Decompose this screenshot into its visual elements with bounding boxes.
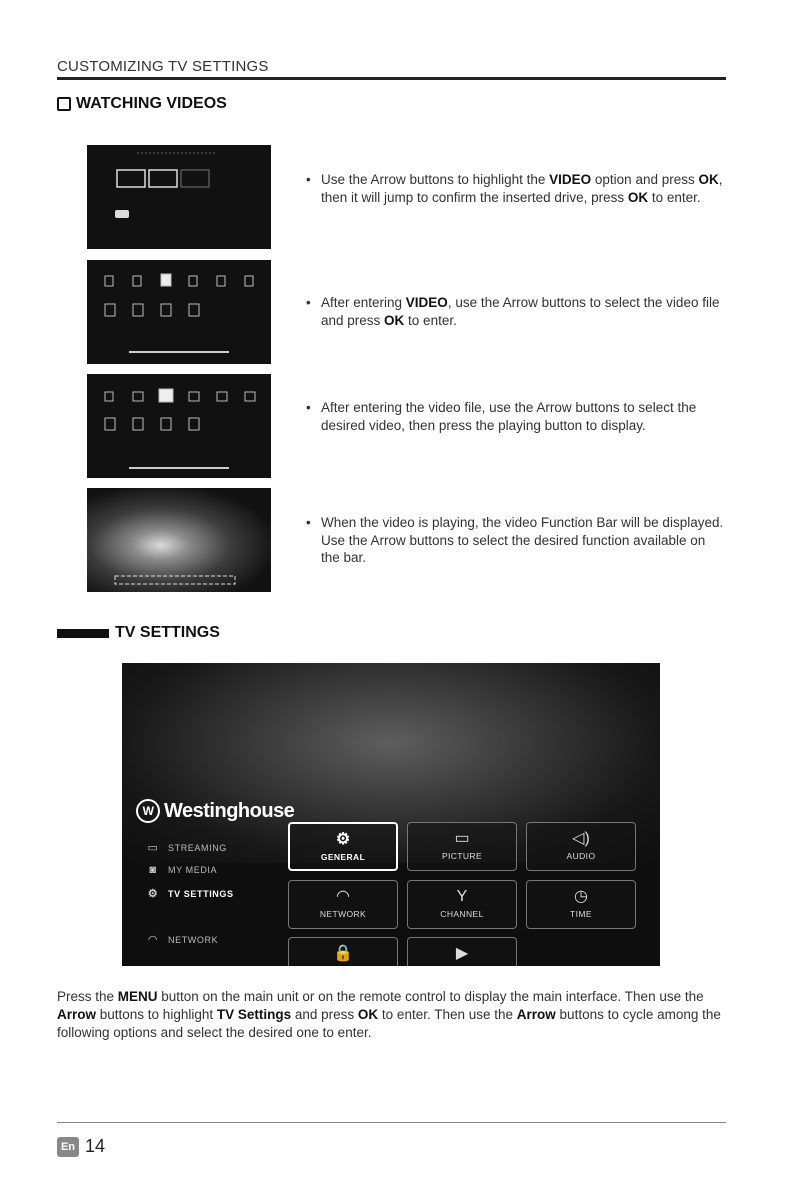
bullet-step-1: • Use the Arrow buttons to highlight the VIDEO option and press OK, then it will jump to confirm the inserted drive, press OK to enter.	[306, 171, 726, 206]
bullet-step-2: • After entering VIDEO, use the Arrow buttons to select the video file and press OK to enter.	[306, 294, 726, 329]
nav-item-streaming[interactable]: ▭ STREAMING	[147, 842, 227, 854]
wifi-icon: ◠	[147, 934, 159, 946]
drive-select-screen	[87, 145, 271, 249]
nav-item-my-media[interactable]: ◙ MY MEDIA	[146, 864, 217, 876]
page-number: 14	[85, 1136, 106, 1156]
section-heading-watching-videos	[57, 95, 227, 113]
tile-general[interactable]: ⚙ GENERAL	[288, 822, 398, 871]
tv-settings-screenshot	[122, 663, 660, 966]
camera-icon: ◙	[149, 864, 157, 876]
tile-channel[interactable]: Y CHANNEL	[407, 880, 517, 929]
brand-name: Westinghouse	[164, 799, 295, 822]
step2-screenshot	[87, 260, 271, 364]
clock-icon: ◷	[574, 888, 588, 905]
tile-picture[interactable]: ▭ PICTURE	[407, 822, 517, 871]
wifi-icon: ◠	[336, 888, 350, 905]
section-title: WATCHING VIDEOS	[76, 95, 227, 112]
language-badge: En	[57, 1137, 79, 1157]
nav-item-tv-settings[interactable]: ⚙ TV SETTINGS	[147, 888, 234, 900]
function-bar	[87, 488, 271, 592]
tv-icon: ▭	[147, 842, 159, 854]
play-icon: ▶	[455, 945, 469, 962]
section-bar-icon	[57, 629, 109, 638]
nav-item-network[interactable]: ◠ NETWORK	[147, 934, 219, 946]
video-browser-screen	[87, 374, 271, 478]
tile-audio[interactable]: ◁) AUDIO	[526, 822, 636, 871]
gear-icon: ⚙	[335, 831, 351, 848]
bullet-step-3: • After entering the video file, use the Arrow buttons to select the desired video, then press the playing button to display.	[306, 399, 726, 434]
step3-screenshot	[87, 374, 271, 478]
tv-settings-instructions: Press the MENU button on the main unit or on the remote control to display the main interface. Then use the Arrow buttons to highlight TV Settings and press OK to enter. Then use the Arrow buttons to cycle among the following options and select the desired one to enter.	[57, 989, 721, 1040]
tile-play[interactable]	[407, 937, 517, 966]
tile-time[interactable]: ◷ TIME	[526, 880, 636, 929]
page-header-title: CUSTOMIZING TV SETTINGS	[57, 58, 269, 75]
bullet-step-4: • When the video is playing, the video Function Bar will be displayed. Use the Arrow buttons to select the desired function available on the bar.	[306, 514, 726, 567]
tile-network[interactable]: ◠ NETWORK	[288, 880, 398, 929]
step1-screenshot	[87, 145, 271, 249]
monitor-icon: ▭	[454, 830, 470, 847]
lock-icon: 🔒	[333, 945, 353, 962]
antenna-icon: Y	[456, 888, 468, 905]
westinghouse-logo	[136, 799, 294, 823]
speaker-icon: ◁)	[572, 830, 590, 847]
tile-lock[interactable]	[288, 937, 398, 966]
westinghouse-logo-icon: W	[136, 799, 160, 823]
gear-icon: ⚙	[147, 888, 159, 900]
section-title: TV SETTINGS	[115, 624, 220, 641]
footer-rule	[57, 1122, 726, 1123]
step4-screenshot-video-playing	[87, 488, 271, 592]
file-browser-screen	[87, 260, 271, 364]
footer	[57, 1136, 105, 1157]
checkbox-square-icon	[57, 97, 71, 111]
section-heading-tv-settings	[57, 624, 220, 642]
header-rule	[57, 77, 726, 80]
